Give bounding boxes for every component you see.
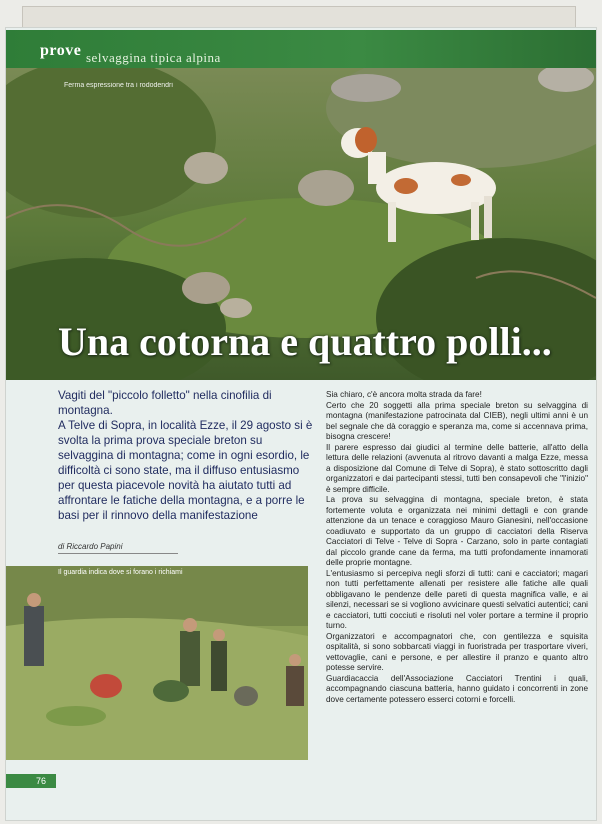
article-headline: Una cotorna e quattro polli... — [58, 319, 552, 364]
body-paragraph: Organizzatori e accompagnatori che, con gentilezza e squisita ospitalità, si sono sobbarcati viaggi in fuoristrada per trasportare viveri, vettovaglie, cani e persone, e per allestire il pranzo e quanto altro potesse servire. — [326, 631, 588, 672]
magazine-page — [6, 28, 596, 820]
lead-paragraph — [58, 388, 314, 523]
lead-line: Vagiti del "piccolo folletto" nella cinofilia di montagna. — [58, 389, 272, 417]
body-paragraph: Certo che 20 soggetti alla prima speciale breton su selvaggina di montagna (manifestazione patrocinata dal CIEB), negli ultimi anni è un bel segnale che dà coraggio e speranza ma, come si accennava prima, bisogna crescere! — [326, 400, 588, 441]
hunters-group-illustration — [6, 566, 308, 760]
body-paragraph: Sia chiaro, c'è ancora molta strada da fare! — [326, 390, 482, 399]
body-paragraph: La prova su selvaggina di montagna, speciale breton, è stata fortemente voluta e organizzata nei minimi dettagli e con grande attenzione da un tenace e coraggioso Mauro Gianesini, nell'occasione coadiuvato e supportato da un gruppo di cacciatori della Riserva Cacciatori di Telve - Telve di Sopra - Carzano, solo in parte contagiati dal piccolo grande cane da ferma, ma tutti profondamente innamorati delle proprie montagne. — [326, 495, 588, 567]
page-number: 76 — [6, 774, 56, 788]
section-header — [6, 30, 596, 68]
body-paragraph: Il parere espresso dai giudici al termine delle batterie, all'atto della lettura delle relazioni (avvenuta al ritrovo davanti a malga Ezze, messa a disposizione dal Comune di Telve di Sopra), è stato sottoscritto dagli organizzatori e dai partecipanti stessi, tutti ben consapevoli che "l'inizio" è sempre difficile. — [326, 442, 588, 494]
group-photo — [6, 566, 308, 760]
section-label: selvaggina tipica alpina — [86, 50, 221, 65]
previous-page-edge — [22, 6, 576, 30]
hero-caption: Ferma espressione tra i rododendri — [64, 82, 173, 89]
body-paragraph: L'entusiasmo si percepiva negli sforzi di tutti: cani e cacciatori; magari non tutti perfettamente allenati per resistere alle fatiche alle quali obbligavano le pendenze delle pareti di questa magnifica valle, e ai silenzi, necessari se si vogliono avvicinare questi selvatici autentici; cani e cacciatori, tutti cocciuti e risoluti nel voler portare a termine il proprio turno. — [326, 568, 588, 630]
byline: di Riccardo Papini — [58, 542, 178, 554]
article-body — [326, 390, 588, 705]
lead-line: A Telve di Sopra, in località Ezze, il 29 agosto si è svolta la prima prova speciale breton su selvaggina di montagna; come in ogni esordio, le difficoltà ci sono state, ma il diffuso entusiasmo per questa piacevole novità ha aiutato tutti ad affrontare le fatiche della montagna, e a porre le basi per il rinnovo della manifestazione — [58, 419, 313, 522]
group-photo-caption: Il guardia indica dove si forano i richiami — [58, 569, 183, 576]
body-paragraph: Guardiacaccia dell'Associazione Cacciatori Trentini i quali, accompagnando ciascuna batteria, hanno guidato i concorrenti in zone dove certamente potessero esserci cotorni e forcelli. — [326, 673, 588, 704]
category-label: prove — [40, 42, 82, 59]
